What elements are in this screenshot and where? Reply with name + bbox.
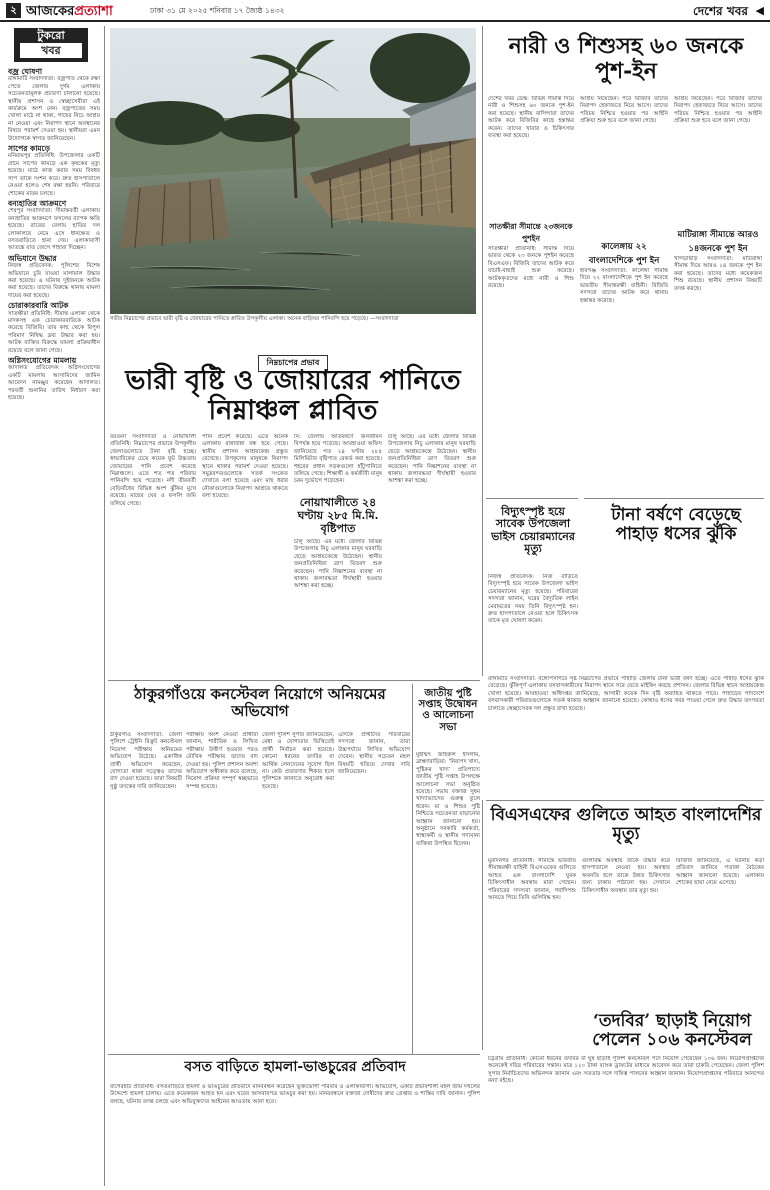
brief-body: নিজস্ব প্রতিবেদক: পুলিশের বিশেষ অভিযানে চুরি যাওয়া মালামাল উদ্ধার করা হয়েছে। এ ঘটনায় দুইজনকে আটক করা হয়েছে। তাদের বিরুদ্ধে থানায় মামলা দায়ের করা হয়েছে। — [8, 263, 100, 299]
brief-title: চোরাকারবারি আটক — [8, 301, 69, 311]
bsf-col-1: মুরাদনগর প্রতিনিধি: সীমান্তে ভারতীয় সীমান্তরক্ষী বাহিনী বিএসএফের গুলিতে আহত এক বাংলাদেশি যুবক চিকিৎসাধীন অবস্থায় মারা গেছেন। পরিবারের সদস্যরা জানান, গবাদিপশু আনতে গিয়ে তিনি গুলিবিদ্ধ হন। — [488, 858, 576, 902]
pushin-subhead-1: সাতক্ষীরা সীমান্তে ২৩জনকে পুশইন — [489, 222, 573, 243]
lead-col-4: চালু আছে। এর মধ্যে জেলার বিভিন্ন উপজেলায় নিচু এলাকার মানুষ ঘরবাড়ি ছেড়ে আশ্রয়কেন্দ্রে উঠেছেন। স্থানীয় জনপ্রতিনিধিরা ত্রাণ বিতরণ শুরু করেছেন। পানি নিষ্কাশনের ব্যবস্থা না থাকায় জলাবদ্ধতা দীর্ঘস্থায়ী হওয়ার আশঙ্কা করা হচ্ছে। — [388, 434, 476, 485]
pushin-sub2-wrap — [580, 240, 668, 468]
tadbir-body: চট্টগ্রাম প্রতিনিধি: কোনো ধরনের তদবির বা ঘুষ ছাড়াই পুলিশ কনস্টেবল পদে নিয়োগ পেয়েছেন ১০৬ জন। নিয়োগপ্রাপ্তদের অনেকেই দরিদ্র পরিবারের সন্তান। মাত্র ১২০ টাকা ব্যাংক ড্রাফটের মাধ্যমে আবেদন করে তারা চাকরি পেয়েছেন। জেলা পুলিশ সুপার নির্বাচিতদের অভিনন্দন জানান এবং সততার সঙ্গে দায়িত্ব পালনের আহ্বান জানান। নিয়োগপ্রাপ্তদের পরিবারে আনন্দের বন্যা বইছে। — [488, 1056, 764, 1085]
thakurgaon-headline: ঠাকুরগাঁওয়ে কনস্টেবল নিয়োগে অনিয়মের অভিযোগ — [134, 685, 386, 720]
pushin-subhead-3: মাটিরাঙ্গা সীমান্তে আরও ১৪জনকে পুশ ইন — [677, 230, 759, 254]
pushin-col-2: সাতক্ষীরা প্রতিনিধি: সীমান্ত দিয়ে ভারত থেকে ২৩ জনকে পুশইন করেছে বিএসএফ। বিজিবি তাদের আটক করে যাচাই-বাছাই শুরু করেছে। আটককৃতদের মধ্যে নারী ও শিশু রয়েছে। — [488, 246, 574, 290]
section-rule — [584, 498, 764, 499]
lead-col-3-wrap — [294, 434, 382, 674]
section-arrow-icon: ◀ — [755, 4, 764, 17]
brief-body: মনিরামপুর প্রতিনিধি: উপজেলার একটি গ্রামে সাপের কামড়ে এক কৃষকের মৃত্যু হয়েছে। মাঠে কাজ করার সময় বিষধর সাপ তাকে দংশন করে। দ্রুত হাসপাতালে নেওয়া হলেও শেষ রক্ষা হয়নি। পরিবারে শোকের মাতম চলছে। — [8, 153, 100, 197]
section-rule — [486, 498, 578, 499]
briefs-logo — [14, 28, 88, 62]
nutrition-headline: জাতীয় পুষ্টি সপ্তাহ উদ্বোধন ও আলোচনা সভা — [418, 688, 478, 733]
page-header — [0, 0, 770, 22]
pushin-headline: নারী ও শিশুসহ ৬০ জনকে পুশ-ইন — [508, 33, 744, 84]
pushin-col-5a: আশ্রয় নিয়েছেন। পরে বিজিবি তাদের নিরাপদ হেফাজতে নিয়ে আসে। তাদের পরিচয় নিশ্চিত হওয়ার পর আইনি প্রক্রিয়া শুরু হবে বলে জানা গেছে। — [674, 96, 762, 125]
pushin-sub1-wrap — [488, 222, 574, 326]
section-rule — [108, 1054, 480, 1055]
bsf-headline: বিএসএফের গুলিতে আহত বাংলাদেশির মৃত্যু — [490, 805, 762, 845]
landslide-headline: টানা বর্ষণে বেড়েছে পাহাড় ধসের ঝুঁকি — [611, 505, 741, 545]
settlement-headline: বসত বাড়িতে হামলা-ভাঙচুরের প্রতিবাদ — [184, 1059, 406, 1075]
settlement-body: বাগেরহাট প্রতিনিধি: বসতবাড়িতে হামলা ও ভাঙচুরের প্রতিবাদে মানববন্ধন করেছেন ভুক্তভোগী পরিবার ও এলাকাবাসী। অভিযোগ, একটি প্রভাবশালী মহল জমি দখলের উদ্দেশ্যে হামলা চালায়। এতে কয়েকজন আহত হন এবং ঘরের আসবাবপত্র ভাঙচুর করা হয়। মানববন্ধনে বক্তারা দোষীদের দ্রুত গ্রেপ্তার ও শাস্তির দাবি জানান। পুলিশ বলছে, ঘটনার তদন্ত চলছে এবং অভিযুক্তদের আইনের আওতায় আনা হবে। — [110, 1084, 480, 1105]
pushin-col-1: দেশের খবর ডেস্ক: বিভিন্ন সীমান্ত দিয়ে নারী ও শিশুসহ ৬০ জনকে পুশ-ইন করা হয়েছে। স্থানীয় বাসিন্দারা তাদের আটক করে বিজিবির কাছে হস্তান্তর করেন। তাদের খাবার ও চিকিৎসার ব্যবস্থা করা হয়েছে। — [488, 96, 574, 140]
column-rule — [104, 26, 105, 1186]
brief-body: আদালত প্রতিবেদক: অগ্নিসংযোগের একটি মামলায় আসামিদের জামিন আবেদন নামঞ্জুর করেছেন আদালত। পরবর্তী শুনানির তারিখ নির্ধারণ করা হয়েছে। — [8, 365, 100, 402]
column-rule — [412, 684, 413, 1054]
flood-photo — [110, 28, 476, 314]
masthead-black: আজকের — [26, 4, 75, 19]
bsf-col-3: বিজিবি জানিয়েছে, এ ঘটনায় কড়া প্রতিবাদ জানিয়ে পতাকা বৈঠকের আহ্বান জানানো হয়েছে। এলাকায় শোকের ছায়া নেমে এসেছে। — [676, 858, 764, 887]
lead-col-3a: নি: জেলায় অতিবর্ষণে জনজীবন বিপর্যস্ত হয়ে পড়েছে। আবহাওয়া অফিস জানিয়েছে গত ২৪ ঘণ্টায় ২৮৫ মিলিমিটার বৃষ্টিপাত রেকর্ড করা হয়েছে। শহরের প্রধান সড়কগুলো হাঁটুপানিতে তলিয়ে গেছে। শিক্ষার্থী ও কর্মজীবী মানুষ চরম দুর্ভোগে পড়েছেন। — [294, 434, 382, 485]
electric-headline: বিদ্যুৎস্পৃষ্ট হয়ে সাবেক উপজেলা ভাইস চেয়ারম্যানের মৃত্যু — [491, 505, 575, 555]
nutrition-body: মুহাম্মদ জহিরুল ইসলাম, ব্রাহ্মণবাড়িয়া: ‘নিরাপদ খাদ্য, পুষ্টিকর খাদ্য’ প্রতিপাদ্যে জাতীয় পুষ্টি সপ্তাহ উপলক্ষে আলোচনা সভা অনুষ্ঠিত হয়েছে। সভায় বক্তারা সুষম খাদ্যাভ্যাসের গুরুত্ব তুলে ধরেন। মা ও শিশুর পুষ্টি নিশ্চিতে সচেতনতা বাড়ানোর আহ্বান জানানো হয়। অনুষ্ঠানে সরকারি কর্মকর্তা, স্বাস্থ্যকর্মী ও স্থানীয় গণ্যমান্য ব্যক্তিরা উপস্থিত ছিলেন। — [416, 752, 480, 847]
thakurgaon-col-1: ঠাকুরগাঁও সংবাদদাতা: জেলা পুলিশে ট্রেইনি রিক্রুট কনস্টেবল নিয়োগ পরীক্ষায় অনিয়মের অভিযোগ উঠেছে। একাধিক প্রার্থী অভিযোগ করেছেন, যোগ্যতা থাকা সত্ত্বেও তাদের বাদ দেওয়া হয়েছে। তারা বিষয়টি সুষ্ঠু তদন্তের দাবি জানিয়েছেন। — [110, 732, 182, 790]
brief-title: সাপের কামড়ে — [8, 144, 50, 154]
photo-caption: গভীর নিম্নচাপের প্রভাবে ভারী বৃষ্টি ও জোয়ারের পানিতে প্লাবিত উপকূলীয় এলাকা। অনেক বাড়িঘর পানিবন্দি হয়ে পড়েছে। —সংবাদদাতা — [110, 316, 399, 322]
electric-body: নিজস্ব প্রতিবেদক: নিজ বাড়িতে বিদ্যুৎস্পৃষ্ট হয়ে সাবেক উপজেলা ভাইস চেয়ারম্যানের মৃত্যু হয়েছে। পরিবারের সদস্যরা জানান, ঘরের বৈদ্যুতিক লাইন মেরামতের সময় তিনি বিদ্যুৎস্পৃষ্ট হন। দ্রুত হাসপাতালে নেওয়া হলে চিকিৎসক তাকে মৃত ঘোষণা করেন। — [488, 574, 578, 625]
brief-body: সাতক্ষীরা প্রতিনিধি: সীমান্ত এলাকা থেকে মাদকসহ এক চোরাকারবারিকে আটক করেছে বিজিবি। তার কাছ থেকে বিপুল পরিমাণ নিষিদ্ধ দ্রব্য উদ্ধার করা হয়। আটক ব্যক্তির বিরুদ্ধে মামলা প্রক্রিয়াধীন রয়েছে বলে জানা গেছে। — [8, 310, 100, 354]
brief-title: বন্যহাতির আক্রমণে — [8, 198, 67, 208]
brief-title: অভিযানে উদ্ধার — [8, 253, 57, 263]
thakurgaon-col-3: জেলা পুলিশ সুপার জানিয়েছেন, মেধা ও যোগ্যতার ভিত্তিতেই প্রার্থী নির্বাচন করা হয়েছে। কোনো ধরনের তদবির বা আর্থিক লেনদেনের সুযোগ ছিল না। কেউ প্রতারণার শিকার হলে পুলিশকে জানাতে অনুরোধ করা হয়েছে। — [262, 732, 334, 790]
section-rule — [108, 680, 480, 681]
column-rule — [482, 26, 483, 676]
lead-headline: ভারী বৃষ্টি ও জোয়ারের পানিতে নিম্নাঞ্চল প্লাবিত — [125, 365, 461, 427]
page-number: ২ — [6, 3, 21, 18]
tadbir-headline: ‘তদবির’ ছাড়াই নিয়োগ পেলেন ১০৬ কনস্টেবল — [592, 1011, 752, 1051]
section-title: দেশের খবর — [692, 4, 748, 18]
brief-body: রাঙ্গামাটি সংবাদদাতা: বজ্রপাত থেকে রক্ষা পেতে জেলার দুর্গম এলাকায় সচেতনতামূলক প্রচারণা চালানো হয়েছে। স্থানীয় প্রশাসন ও স্বেচ্ছাসেবীরা এই কার্যক্রমে অংশ নেন। বজ্রপাতের সময় খোলা মাঠে না থাকা, গাছের নিচে আশ্রয় না নেওয়া এবং নিরাপদ স্থানে অবস্থানের বিষয়ে পরামর্শ দেওয়া হয়। স্থানীয়রা এমন উদ্যোগকে স্বাগত জানিয়েছেন। — [8, 76, 100, 142]
pushin-sub3-wrap — [674, 228, 762, 416]
lead-col-3b: চালু আছে। এর মধ্যে জেলার বিভিন্ন উপজেলায় নিচু এলাকার মানুষ ঘরবাড়ি ছেড়ে আশ্রয়কেন্দ্রে উঠেছেন। স্থানীয় জনপ্রতিনিধিরা ত্রাণ বিতরণ শুরু করেছেন। পানি নিষ্কাশনের ব্যবস্থা না থাকায় জলাবদ্ধতা দীর্ঘস্থায়ী হওয়ার আশঙ্কা করা হচ্ছে। — [294, 539, 382, 590]
pushin-col-5: খাগড়াছড়ি সংবাদদাতা: মাটিরাঙ্গা সীমান্ত দিয়ে আরও ১৪ জনকে পুশ ইন করা হয়েছে। তাদের মধ্যে কয়েকজন শিশু রয়েছে। স্থানীয় প্রশাসন বিষয়টি তদন্ত করছে। — [674, 256, 762, 292]
lead-kicker: নিম্নচাপের প্রভাব — [258, 355, 329, 372]
column-rule — [482, 800, 483, 1050]
briefs-logo-line1: টুকরো — [37, 29, 65, 42]
brief-body: শেরপুর সংবাদদাতা: সীমান্তবর্তী এলাকায় বন্যহাতির আক্রমণে ফসলের ব্যাপক ক্ষতি হয়েছে। রাতের বেলায় হাতির দল লোকালয়ে নেমে এসে ধানক্ষেত ও বসতবাড়িতে হানা দেয়। এলাকাবাসী আতঙ্কে রাত জেগে পাহারা দিচ্ছেন। — [8, 208, 100, 252]
masthead-logo — [26, 2, 113, 23]
briefs-logo-line2: খবর — [20, 43, 82, 58]
bsf-col-2: গুলিবিদ্ধ অবস্থায় তাকে উদ্ধার করে হাসপাতালে নেওয়া হয়। অবস্থার অবনতি হলে তাকে উন্নত চিকিৎসার জন্য ঢাকায় পাঠানো হয়। সেখানে চিকিৎসাধীন অবস্থায় তার মৃত্যু হয়। — [582, 858, 670, 894]
lead-col-1: বরগুনা সংবাদদাতা ও নোয়াখালী প্রতিনিধি: নিম্নচাপের প্রভাবে উপকূলীয় জেলাগুলোতে টানা বৃষ্টি হচ্ছে। স্বাভাবিকের চেয়ে কয়েক ফুট উচ্চতায় জোয়ারের পানি প্রবেশ করেছে নিম্নাঞ্চলে। এতে শত শত পরিবার পানিবন্দি হয়ে পড়েছে। নদী তীরবর্তী বেড়িবাঁধের বিভিন্ন অংশ ঝুঁকির মুখে রয়েছে। মাছের ঘের ও ফসলি জমি তলিয়ে গেছে। — [110, 434, 196, 507]
masthead-red: প্রত্যাশা — [74, 4, 113, 19]
lead-subhead: নোয়াখালীতে ২৪ ঘণ্টায় ২৮৫ মি.মি. বৃষ্টিপাত — [297, 496, 379, 535]
dateline: ঢাকা ৩১ মে ২০২৫ শনিবার ১৭ জ্যৈষ্ঠ ১৪৩২ — [150, 6, 285, 15]
lead-col-2: পানি প্রবেশ করেছে। এতে অনেক এলাকায় রান্নাবান্না বন্ধ হয়ে গেছে। স্থানীয় প্রশাসন আশ্রয়কেন্দ্র প্রস্তুত রেখেছে। উপকূলের মানুষকে নিরাপদ স্থানে থাকার পরামর্শ দেওয়া হয়েছে। সমুদ্রবন্দরগুলোকে সতর্ক সংকেত দেখাতে বলা হয়েছে এবং মাছ ধরার নৌকাগুলোকে নিরাপদ আশ্রয়ে থাকতে বলা হয়েছে। — [202, 434, 288, 500]
brief-title: বজ্র ঘোষণা — [8, 67, 43, 76]
pushin-col-3: আশ্রয় নিয়েছেন। পরে বিজিবি তাদের নিরাপদ হেফাজতে নিয়ে আসে। তাদের পরিচয় নিশ্চিত হওয়ার পর আইনি প্রক্রিয়া শুরু হবে বলে জানা গেছে। — [580, 96, 668, 125]
pushin-col-4: হবিগঞ্জ সংবাদদাতা: কালেঙ্গা সীমান্ত দিয়ে ২২ বাংলাদেশিকে পুশ ইন করেছে ভারতীয় সীমান্তরক্ষী বাহিনী। বিজিবি সদস্যরা তাদের আটক করে থানায় হস্তান্তর করেছে। — [580, 268, 668, 304]
thakurgaon-col-4: এদিকে প্রার্থীদের পরিবারের সদস্যরা জানান, তারা উচ্চপর্যায়ে লিখিত অভিযোগ দেবেন। স্থানীয় সচেতন মহল বিষয়টি খতিয়ে দেখার দাবি জানিয়েছেন। — [338, 732, 410, 776]
pushin-subhead-2: কালেঙ্গায় ২২ বাংলাদেশিকে পুশ ইন — [588, 242, 660, 266]
thakurgaon-col-2: পরীক্ষায় অংশ নেওয়া প্রার্থীরা জানান, শারীরিক ও লিখিত পরীক্ষায় উত্তীর্ণ হওয়ার পরও মৌখিক পরীক্ষায় তাদের বাদ দেওয়া হয়। পুলিশ প্রশাসন অবশ্য অভিযোগ অস্বীকার করে বলেছে, নিয়োগ প্রক্রিয়া সম্পূর্ণ স্বচ্ছভাবে সম্পন্ন হয়েছে। — [186, 732, 258, 790]
section-rule — [486, 800, 764, 801]
brief-title: অগ্নিসংযোগের মামলায় — [8, 356, 77, 366]
briefs-column — [8, 66, 100, 1184]
landslide-body: রাঙ্গামাটি সংবাদদাতা: বঙ্গোপসাগরে সৃষ্ট নিম্নচাপের প্রভাবে পাহাড়ি জেলায় টানা ভারী বর্ষণ হচ্ছে। এতে পাহাড় ধসের ঝুঁকি বেড়েছে। ঝুঁকিপূর্ণ এলাকায় বসবাসকারীদের নিরাপদ স্থানে সরে যেতে মাইকিং করছে প্রশাসন। জেলার বিভিন্ন স্থানে আশ্রয়কেন্দ্র খোলা হয়েছে। আবহাওয়া অধিদপ্তর জানিয়েছে, আগামী কয়েক দিন বৃষ্টি অব্যাহত থাকতে পারে। পাহাড়ের পাদদেশে বসবাসকারী পরিবারগুলোকে সতর্ক থাকার আহ্বান জানানো হয়েছে। কোথাও ধসের খবর পাওয়া গেলে দ্রুত উদ্ধার তৎপরতা চালাতে স্বেচ্ছাসেবক দল প্রস্তুত রাখা হয়েছে। — [488, 676, 764, 712]
